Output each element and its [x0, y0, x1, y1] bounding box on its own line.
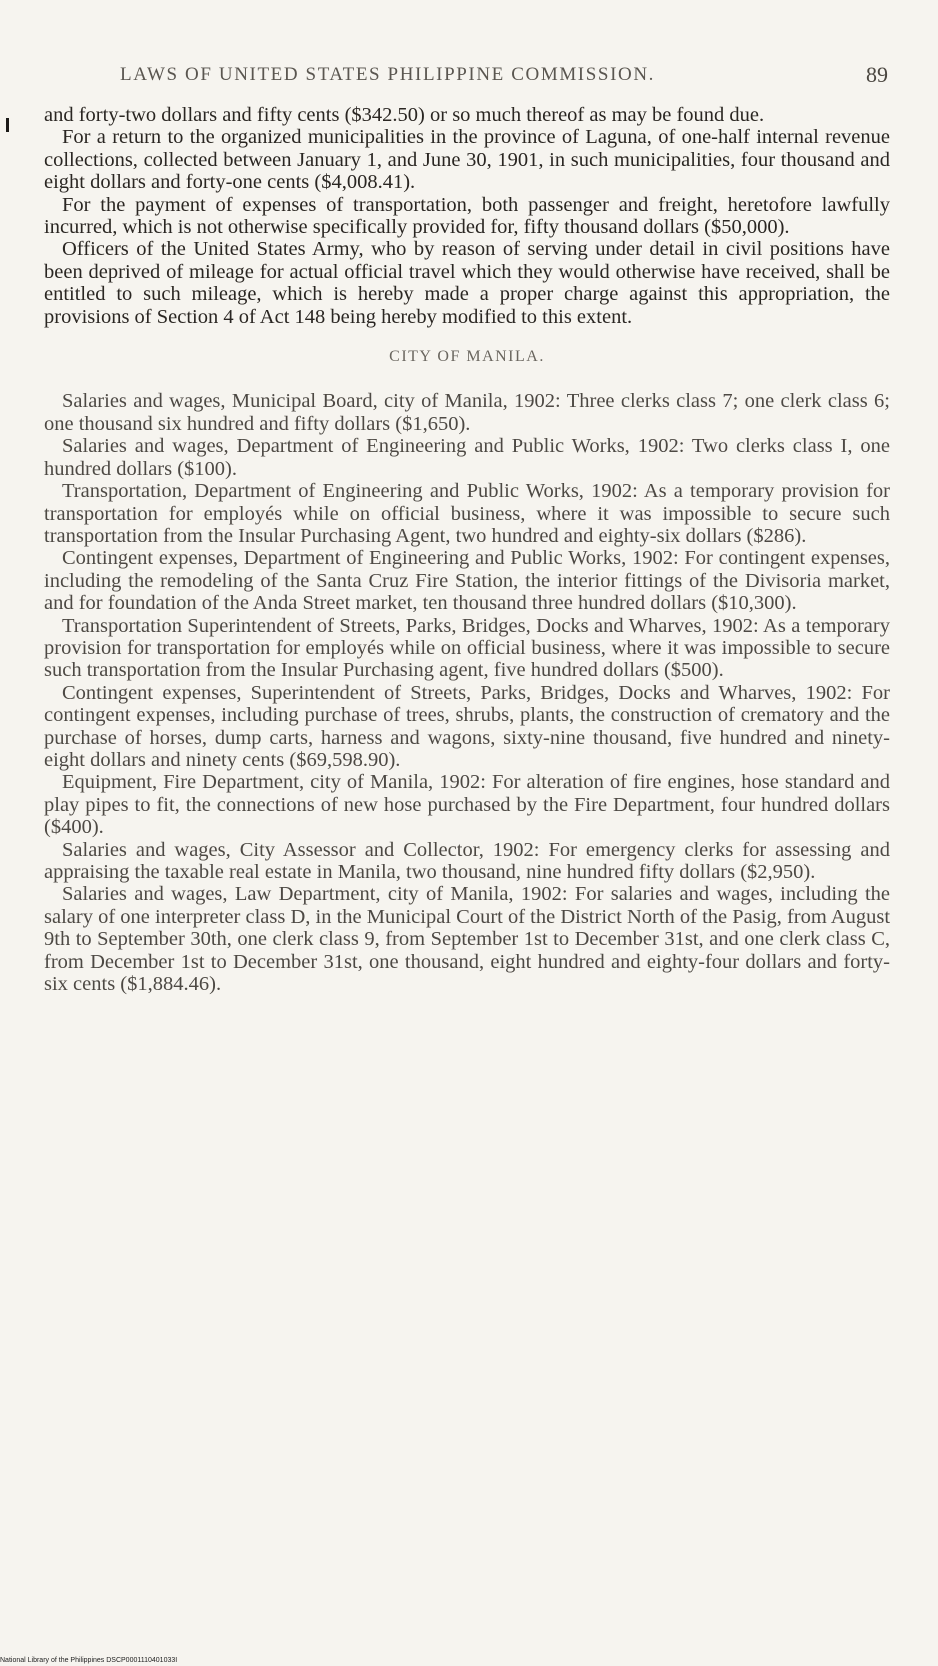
- paragraph: Salaries and wages, Department of Engineering and Public Works, 1902: Two clerks class I, one hundred dollars ($100).: [44, 435, 890, 480]
- margin-mark: [6, 118, 9, 132]
- paragraph: Transportation, Department of Engineering and Public Works, 1902: As a temporary provision for transportation for employés while on official business, where it was impossible to secure such transportation from the Insular Purchasing Agent, two hundred and eighty-six dollars ($286).: [44, 480, 890, 547]
- paragraph: Officers of the United States Army, who by reason of serving under detail in civil positions have been deprived of mileage for actual official travel which they would otherwise have received, shall be entitled to such mileage, which is hereby made a proper charge against this appropriation, the provisions of Section 4 of Act 148 being hereby modified to this extent.: [44, 238, 890, 328]
- section-title: CITY OF MANILA.: [389, 348, 545, 366]
- paragraph: For the payment of expenses of transportation, both passenger and freight, heretofore lawfully incurred, which is not otherwise specifically provided for, fifty thousand dollars ($50,000).: [44, 193, 890, 239]
- paragraph: and forty-two dollars and fifty cents ($342.50) or so much thereof as may be found due.: [44, 104, 765, 126]
- running-head: LAWS OF UNITED STATES PHILIPPINE COMMISSION.: [120, 64, 655, 85]
- page-number: 89: [866, 62, 888, 87]
- paragraph: For a return to the organized municipalities in the province of Laguna, of one-half internal revenue collections, collected between January 1, and June 30, 1901, in such municipalities, four thousand and eight dollars and forty-one cents ($4,008.41).: [44, 126, 890, 194]
- paragraph: Salaries and wages, Municipal Board, city of Manila, 1902: Three clerks class 7; one clerk class 6; one thousand six hundred and fifty dollars ($1,650).: [44, 390, 890, 435]
- paragraph: Equipment, Fire Department, city of Manila, 1902: For alteration of fire engines, hose standard and play pipes to fit, the connections of new hose purchased by the Fire Department, four hundred dollars ($400).: [44, 771, 890, 839]
- page-header: [120, 64, 900, 94]
- scan-footer: National Library of the Philippines DSCP0001110401033I: [0, 1657, 178, 1664]
- paragraph: Transportation Superintendent of Streets, Parks, Bridges, Docks and Wharves, 1902: As a temporary provision for transportation for employés while on official business, where it was impossible to secure such transportation from the Insular Purchasing agent, five hundred dollars ($500).: [44, 614, 890, 682]
- paragraph: Contingent expenses, Department of Engineering and Public Works, 1902: For contingent expenses, including the remodeling of the Santa Cruz Fire Station, the interior fittings of the Divisoria market, and for foundation of the Anda Street market, ten thousand three hundred dollars ($10,300).: [44, 547, 890, 615]
- paragraph: Salaries and wages, Law Department, city of Manila, 1902: For salaries and wages, including the salary of one interpreter class D, in the Municipal Court of the District North of the Pasig, from August 9th to September 30th, one clerk class 9, from September 1st to December 31st, and one clerk class C, from December 1st to December 31st, one thousand, eight hundred and eighty-four dollars and forty-six cents ($1,884.46).: [44, 883, 891, 996]
- paragraph: Contingent expenses, Superintendent of Streets, Parks, Bridges, Docks and Wharves, 1902: For contingent expenses, including purchase of trees, shrubs, plants, the construction of crematory and the purchase of horses, dump carts, harness and wagons, sixty-nine thousand, five hundred and ninety-eight dollars and ninety cents ($69,598.90).: [44, 681, 890, 771]
- body-text: [44, 104, 890, 995]
- paragraph: Salaries and wages, City Assessor and Collector, 1902: For emergency clerks for assessing and appraising the taxable real estate in Manila, two thousand, nine hundred fifty dollars ($2,950).: [44, 838, 890, 883]
